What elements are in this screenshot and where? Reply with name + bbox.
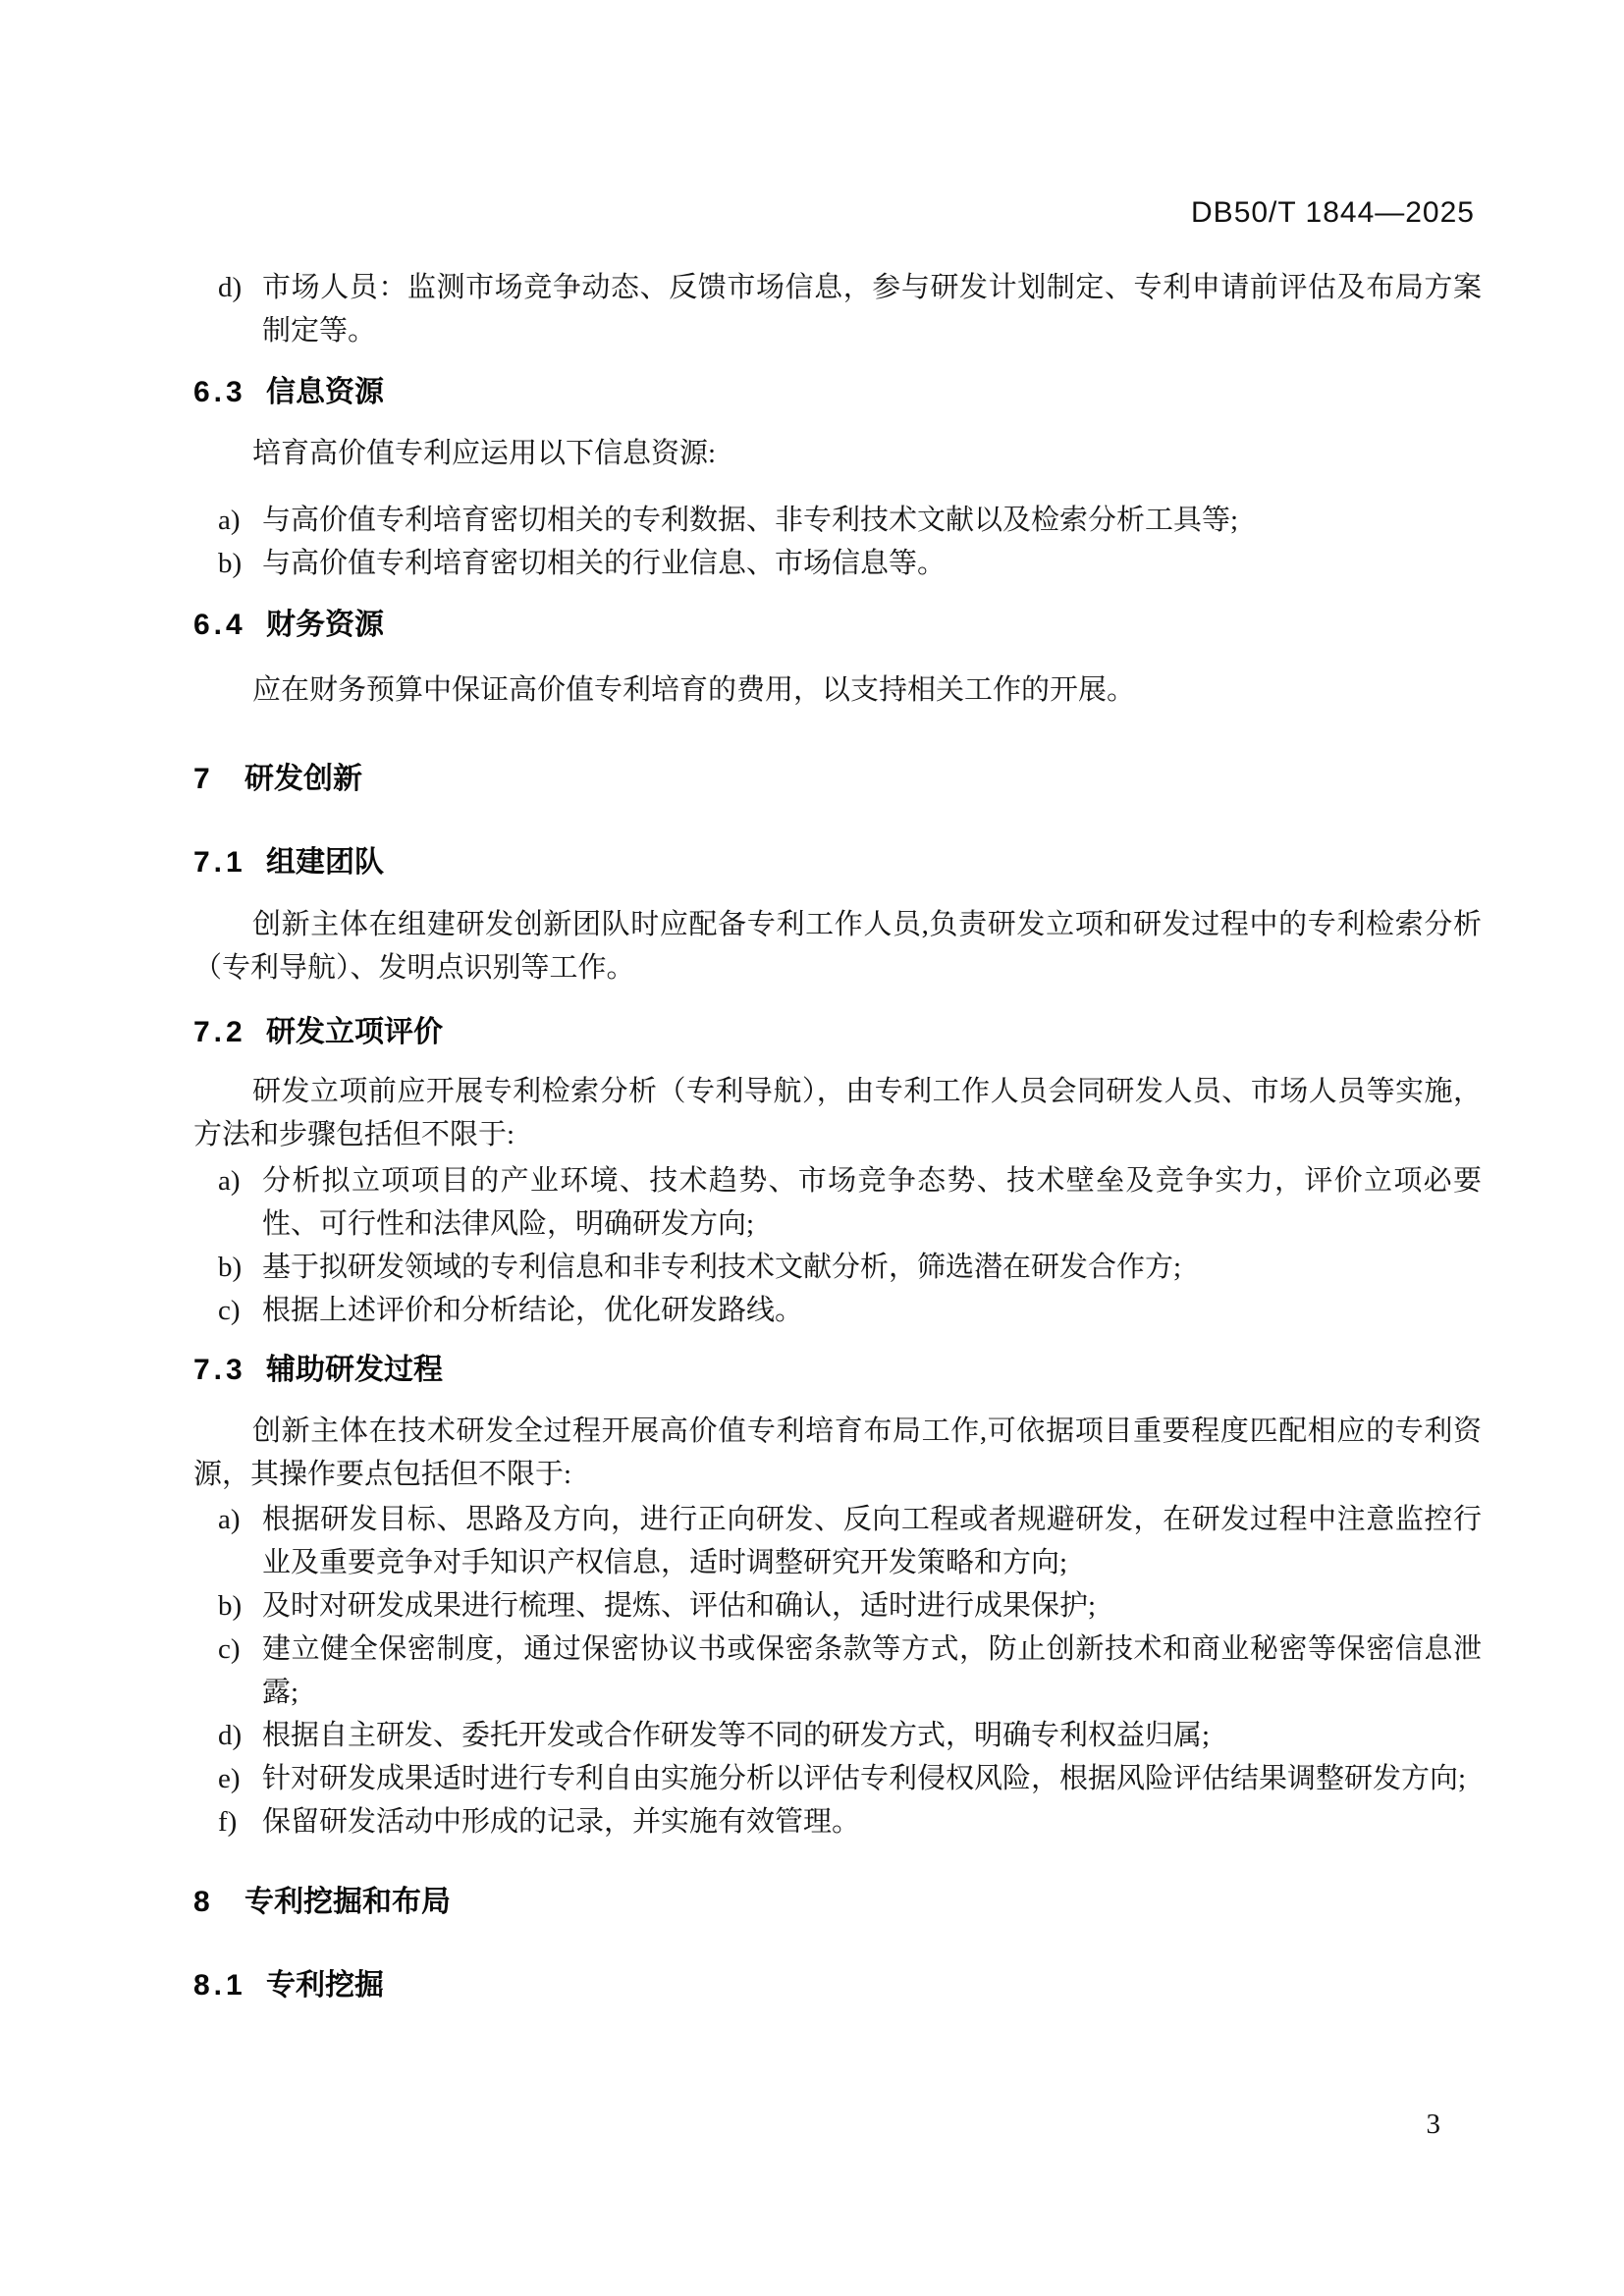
item-text: 及时对研发成果进行梳理、提炼、评估和确认，适时进行成果保护; xyxy=(262,1590,1097,1622)
heading-number: 7.1 xyxy=(193,846,246,879)
list-item xyxy=(193,1246,1482,1289)
item-text: 分析拟立项项目的产业环境、技术趋势、市场竞争态势、技术壁垒及竞争实力，评价立项必要性、可行性和法律风险，明确研发方向; xyxy=(262,1165,1482,1240)
list-7-3 xyxy=(193,1498,1482,1843)
list-item xyxy=(193,1757,1482,1800)
item-label: b) xyxy=(218,548,243,579)
heading-number: 8.1 xyxy=(193,1969,246,2002)
item-text: 根据研发目标、思路及方向，进行正向研发、反向工程或者规避研发，在研发过程中注意监控行业及重要竞争对手知识产权信息，适时调整研究开发策略和方向; xyxy=(262,1504,1482,1578)
item-label: a) xyxy=(218,1504,241,1535)
heading-title: 组建团队 xyxy=(266,846,384,879)
paragraph-6-4: 应在财务预算中保证高价值专利培育的费用，以支持相关工作的开展。 xyxy=(252,674,1136,706)
paragraph-6-3: 培育高价值专利应运用以下信息资源: xyxy=(252,438,717,469)
heading-number: 6.3 xyxy=(193,376,246,408)
item-label: d) xyxy=(218,1720,243,1751)
item-text: 与高价值专利培育密切相关的专利数据、非专利技术文献以及检索分析工具等; xyxy=(262,505,1239,536)
item-text: 根据自主研发、委托开发或合作研发等不同的研发方式，明确专利权益归属; xyxy=(262,1720,1211,1751)
item-label: b) xyxy=(218,1590,243,1622)
heading-title: 财务资源 xyxy=(266,609,384,641)
list-item xyxy=(193,542,1482,585)
list-7-2 xyxy=(193,1159,1482,1332)
list-item xyxy=(193,1628,1482,1714)
item-text: 基于拟研发领域的专利信息和非专利技术文献分析，筛选潜在研发合作方; xyxy=(262,1252,1182,1283)
heading-number: 6.4 xyxy=(193,609,246,641)
heading-number: 7.2 xyxy=(193,1016,246,1048)
paragraph-7-3: 创新主体在技术研发全过程开展高价值专利培育布局工作,可依据项目重要程度匹配相应的专利资源，其操作要点包括但不限于: xyxy=(193,1415,1482,1490)
page-number: 3 xyxy=(1426,2109,1440,2140)
section-heading-6-3 xyxy=(193,373,1482,412)
item-label: a) xyxy=(218,505,241,536)
heading-title: 研发立项评价 xyxy=(266,1016,443,1048)
item-label: e) xyxy=(218,1763,241,1794)
list-item xyxy=(193,1714,1482,1757)
list-item xyxy=(193,1498,1482,1584)
heading-title: 信息资源 xyxy=(266,376,384,408)
standard-code-header: DB50/T 1844—2025 xyxy=(1191,196,1475,229)
paragraph-7-1: 创新主体在组建研发创新团队时应配备专利工作人员,负责研发立项和研发过程中的专利检索分析（专利导航）、发明点识别等工作。 xyxy=(193,909,1482,984)
item-label: d) xyxy=(218,272,243,303)
item-text: 建立健全保密制度，通过保密协议书或保密条款等方式，防止创新技术和商业秘密等保密信息泄露; xyxy=(262,1633,1482,1708)
list-item-d-marketing xyxy=(193,266,1482,352)
item-label: c) xyxy=(218,1633,241,1665)
chapter-heading-7 xyxy=(193,760,1482,799)
list-item xyxy=(193,499,1482,542)
heading-number: 8 xyxy=(193,1886,214,1918)
section-heading-7-2 xyxy=(193,1013,1482,1052)
heading-number: 7 xyxy=(193,763,214,795)
item-text: 与高价值专利培育密切相关的行业信息、市场信息等。 xyxy=(262,548,947,579)
heading-title: 专利挖掘和布局 xyxy=(244,1886,451,1918)
list-item xyxy=(193,1159,1482,1246)
list-item xyxy=(193,1800,1482,1843)
list-item xyxy=(193,1289,1482,1332)
item-text: 市场人员：监测市场竞争动态、反馈市场信息，参与研发计划制定、专利申请前评估及布局方案制定等。 xyxy=(262,272,1482,347)
item-label: a) xyxy=(218,1165,241,1197)
item-text: 针对研发成果适时进行专利自由实施分析以评估专利侵权风险，根据风险评估结果调整研发方向; xyxy=(262,1763,1467,1794)
carryover-list xyxy=(193,266,1482,352)
heading-number: 7.3 xyxy=(193,1354,246,1386)
heading-title: 专利挖掘 xyxy=(266,1969,384,2002)
item-label: b) xyxy=(218,1252,243,1283)
list-item xyxy=(193,1584,1482,1628)
chapter-heading-8 xyxy=(193,1883,1482,1922)
section-heading-6-4 xyxy=(193,606,1482,645)
paragraph-7-2: 研发立项前应开展专利检索分析（专利导航），由专利工作人员会同研发人员、市场人员等实施，方法和步骤包括但不限于: xyxy=(193,1076,1482,1150)
heading-title: 辅助研发过程 xyxy=(266,1354,443,1386)
item-text: 保留研发活动中形成的记录，并实施有效管理。 xyxy=(262,1806,861,1838)
document-content xyxy=(193,0,1482,2005)
item-text: 根据上述评价和分析结论，优化研发路线。 xyxy=(262,1295,804,1326)
item-label: f) xyxy=(218,1806,238,1838)
item-label: c) xyxy=(218,1295,241,1326)
section-heading-7-3 xyxy=(193,1351,1482,1390)
section-heading-8-1 xyxy=(193,1966,1482,2005)
heading-title: 研发创新 xyxy=(244,763,362,795)
section-heading-7-1 xyxy=(193,843,1482,882)
list-6-3 xyxy=(193,499,1482,585)
